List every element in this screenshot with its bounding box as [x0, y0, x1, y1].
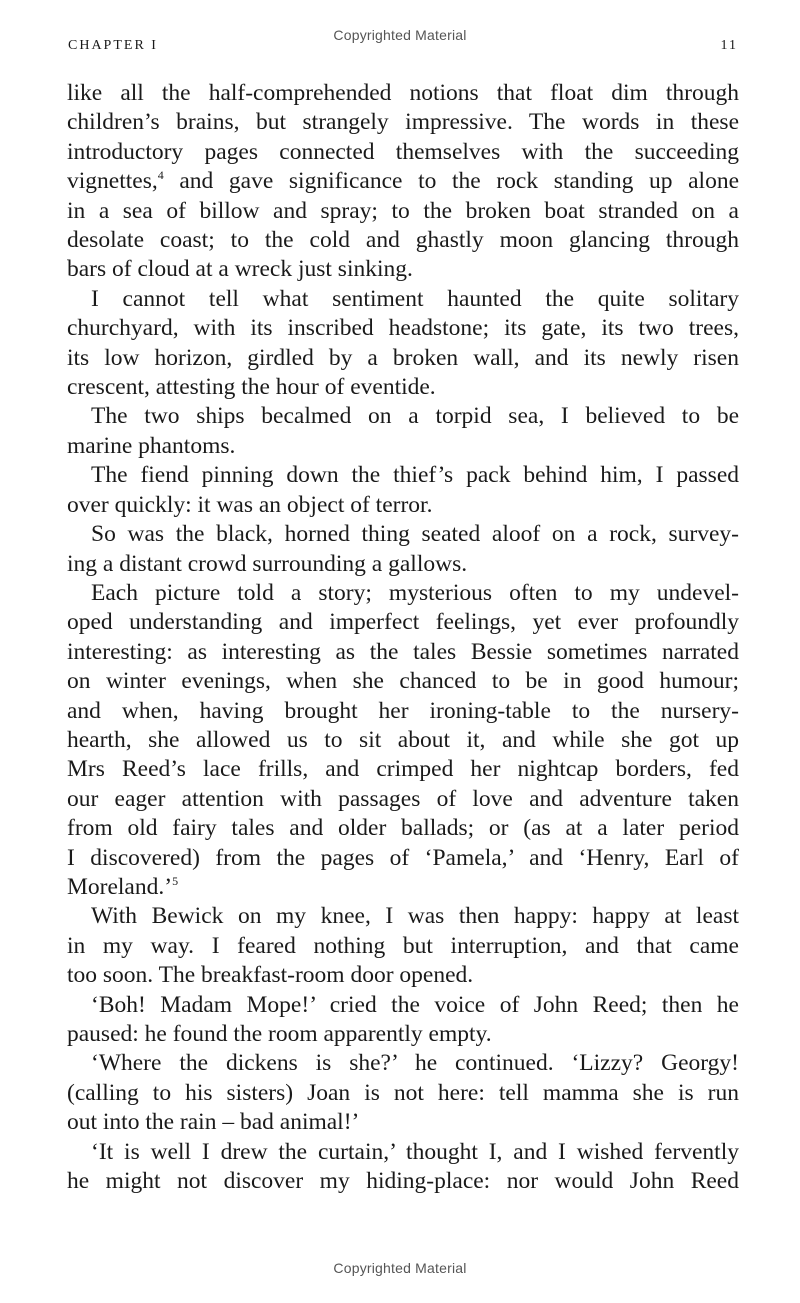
paragraph-9: [67, 1049, 739, 1137]
text-line: like all the half-comprehended notions that float dim through: [67, 80, 739, 106]
running-head: CHAPTER I: [68, 38, 158, 53]
paragraph-5: [67, 520, 739, 579]
text-line: on winter evenings, when she chanced to be in good humour;: [67, 668, 739, 695]
paragraph-1: [67, 79, 739, 285]
text-line: in my way. I feared nothing but interruption, and that came: [67, 932, 739, 959]
paragraph-10: [67, 1138, 739, 1197]
text-line: interesting: as interesting as the tales Bessie sometimes narrated: [67, 638, 739, 665]
paragraph-2: [67, 285, 739, 403]
text-line: our eager attention with passages of love and adventure taken: [67, 785, 739, 812]
page-number: 11: [720, 38, 738, 53]
paragraph-7: [67, 902, 739, 990]
text-line: oped understanding and imperfect feelings, yet ever profoundly: [67, 609, 739, 636]
text-line: (calling to his sisters) Joan is not here: tell mamma she is run: [67, 1079, 739, 1106]
text-line: in a sea of billow and spray; to the broken boat stranded on a: [67, 197, 739, 224]
text-line: churchyard, with its inscribed headstone; its gate, its two trees,: [67, 315, 739, 342]
text-line: ‘Boh! Madam Mope!’ cried the voice of John Reed; then he: [91, 991, 739, 1018]
text-line: children’s brains, but strangely impressive. The words in these: [67, 109, 739, 136]
text-line: ‘It is well I drew the curtain,’ thought I, and I wished fervently: [91, 1138, 739, 1165]
text-fragment: and gave significance to the rock standing up alone: [163, 168, 739, 195]
text-line: hearth, she allowed us to sit about it, and while she got up: [67, 726, 739, 753]
text-line: ing a distant crowd surrounding a gallows.: [67, 550, 468, 577]
text-line: I discovered) from the pages of ‘Pamela,’ and ‘Henry, Earl of: [67, 844, 739, 871]
text-line: from old fairy tales and older ballads; or (as at a later period: [67, 815, 739, 842]
paragraph-6: [67, 579, 739, 902]
text-line: Mrs Reed’s lace frills, and crimped her nightcap borders, fed: [67, 756, 739, 783]
text-line: paused: he found the room apparently empty.: [67, 1021, 492, 1047]
text-line: over quickly: it was an object of terror.: [67, 491, 433, 518]
footnote-ref-5: 5: [172, 873, 179, 888]
text-line: out into the rain – bad animal!’: [67, 1109, 360, 1136]
text-line: crescent, attesting the hour of eventide.: [67, 374, 436, 401]
text-line: I cannot tell what sentiment haunted the quite solitary: [91, 285, 739, 312]
text-line: introductory pages connected themselves with the succeeding: [67, 138, 739, 165]
text-line: ‘Where the dickens is she?’ he continued. ‘Lizzy? Georgy!: [91, 1050, 739, 1077]
text-line: Each picture told a story; mysterious often to my undevel-: [91, 579, 739, 606]
text-line: The two ships becalmed on a torpid sea, I believed to be: [91, 403, 739, 430]
text-line: [67, 873, 739, 902]
text-line: and when, having brought her ironing-table to the nursery-: [67, 697, 739, 724]
body-text: [67, 79, 739, 1196]
text-line: marine phantoms.: [67, 432, 236, 459]
paragraph-4: [67, 461, 739, 520]
text-fragment: Moreland.’: [67, 873, 173, 900]
copyright-watermark-bottom: Copyrighted Material: [333, 1260, 467, 1276]
text-line: [67, 167, 739, 196]
text-line: So was the black, horned thing seated aloof on a rock, survey-: [91, 521, 739, 548]
text-line: he might not discover my hiding-place: nor would John Reed: [67, 1168, 739, 1195]
footnote-ref-4: 4: [157, 168, 164, 183]
copyright-watermark-top: Copyrighted Material: [333, 27, 467, 43]
text-line: bars of cloud at a wreck just sinking.: [67, 256, 413, 283]
text-line: desolate coast; to the cold and ghastly moon glancing through: [67, 227, 739, 254]
text-line: its low horizon, girdled by a broken wall, and its newly risen: [67, 344, 739, 371]
text-line: too soon. The breakfast-room door opened.: [67, 962, 474, 989]
text-line: The fiend pinning down the thief’s pack behind him, I passed: [91, 462, 739, 489]
text-line: With Bewick on my knee, I was then happy: happy at least: [91, 903, 739, 930]
text-fragment: vignettes,: [67, 168, 158, 195]
paragraph-8: [67, 991, 739, 1050]
paragraph-3: [67, 402, 739, 461]
